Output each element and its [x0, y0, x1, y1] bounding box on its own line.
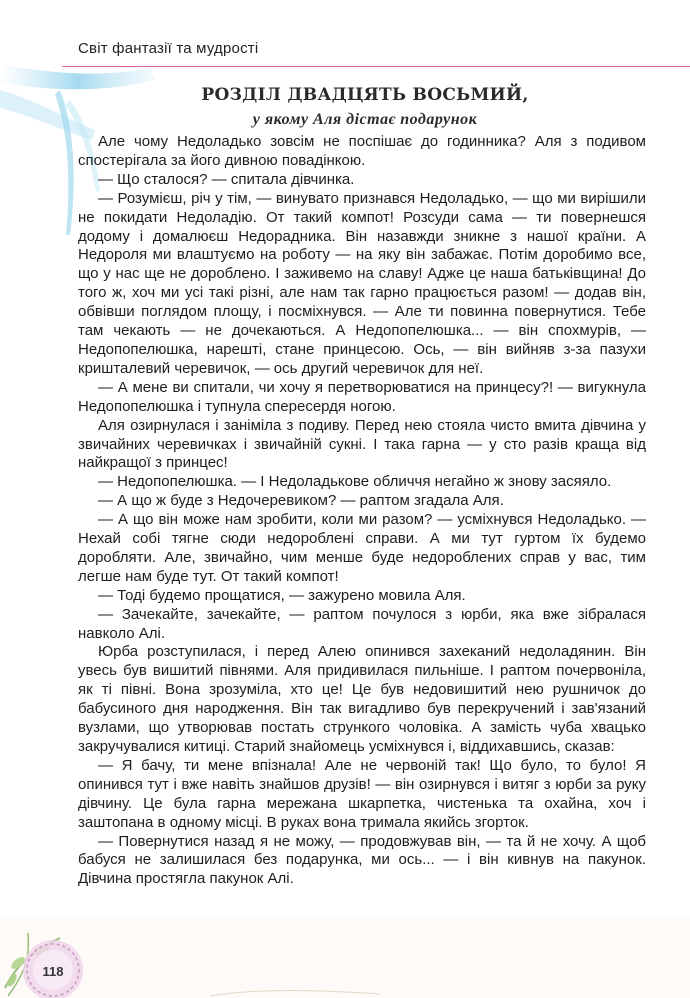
- chapter-title: РОЗДІЛ ДВАДЦЯТЬ ВОСЬМИЙ,: [201, 85, 529, 105]
- floral-decoration: [0, 918, 690, 998]
- paragraph: Але чому Недоладько зовсім не поспішає до годинника? Аля з подивом спостерігала за його дивною повадінкою.: [78, 133, 646, 169]
- paragraph: — Я бачу, ти мене впізнала! Але не червоній так! Що було, то було! Я опинився тут і вже навіть знайшов друзів! — він озирнувся і витяг з юрби за руку дівчину. Це була гарна мережана шкарпетка, чистенька та охайна, хоч і заштопана в одному місці. В руках вона тримала якийсь згорток.: [78, 756, 646, 831]
- paragraph: — Недопопелюшка. — І Недоладькове обличчя негайно ж знову засяяло.: [98, 473, 612, 491]
- chapter-subtitle: у якому Аля дістає подарунок: [252, 111, 478, 128]
- paragraph: Юрба розступилася, і перед Алею опинився захеканий недоладянин. Він увесь був вишитий півнями. Аля придивилася пильніше. І раптом почервоніла, як ті півні. Вона зрозуміла, хто це! Це був недовишитий нею рушничок до бабусиного дня народження. Він так вигадливо був перекручений і зав'язаний вузлами, що утворював постать стрункого чоловіка. А замість чуба хвацько закручувалися китиці. Старий знайомець усміхнувся і, віддихавшись, сказав:: [78, 643, 646, 755]
- paragraph: — Зачекайте, зачекайте, — раптом почулося з юрби, яка вже зібралася навколо Алі.: [78, 605, 646, 642]
- chapter-body: [78, 133, 646, 889]
- paragraph: — Що сталося? — спитала дівчинка.: [98, 170, 355, 188]
- paragraph: — А мене ви спитали, чи хочу я перетворюватися на принцесу?! — вигукнула Недопопелюшка і тупнула спересердя ногою.: [78, 378, 646, 415]
- paragraph: — Повернутися назад я не можу, — продовжував він, — та й не хочу. А щоб бабуся не залишилася без подарунка, ми ось... — і він кивнув на пакунок. Дівчина простягла пакунок Алі.: [78, 832, 646, 888]
- paragraph: — Тоді будемо прощатися, — зажурено мовила Аля.: [98, 586, 466, 604]
- page-number: 118: [42, 964, 64, 979]
- paragraph: Аля озирнулася і заніміла з подиву. Перед нею стояла чисто вмита дівчина у звичайних черевичках і звичайній сукні. І така гарна — у сто разів краща від найкращої з принцес!: [78, 416, 646, 472]
- paragraph: — А що він може нам зробити, коли ми разом? — усміхнувся Недоладько. — Нехай собі тягне сюди недороблені справи. А ми тут гуртом їх будемо доробляти. Але, звичайно, чим менше буде недороблених справ у вас, тим легше нам буде тут. От такий компот!: [78, 511, 646, 585]
- paragraph: — А що ж буде з Недочеревиком? — раптом згадала Аля.: [98, 492, 504, 510]
- paragraph: — Розумієш, річ у тім, — винувато признався Недоладько, — що ми вирішили не покидати Недоладію. От такий компот! Розсуди сама — ти повернешся додому і домалюєш Недорадника. Він назавжди зникне з нашої країни. А Недороля ми влаштуємо на роботу — на яку він забажає. Потім доробимо все, що у нас ще не доробленo. І заживемо на славу! Адже це наша батьківщина! До того ж, хоч ми усі такі різні, але нам так гарно працюється разом! — додав він, обвівши поглядом площу, і посміхнувся. — Але ти повинна повернутися. Тебе там чекають — не дочекаються. А Недопопелюшка... — він спохмурів, — Недопопелюшка, нарешті, стане принцесою. Ось, — він вийняв з-за пазухи кришталевий черевичок, — ось другий черевичок для неї.: [78, 189, 646, 377]
- section-title: Світ фантазії та мудрості: [78, 40, 259, 57]
